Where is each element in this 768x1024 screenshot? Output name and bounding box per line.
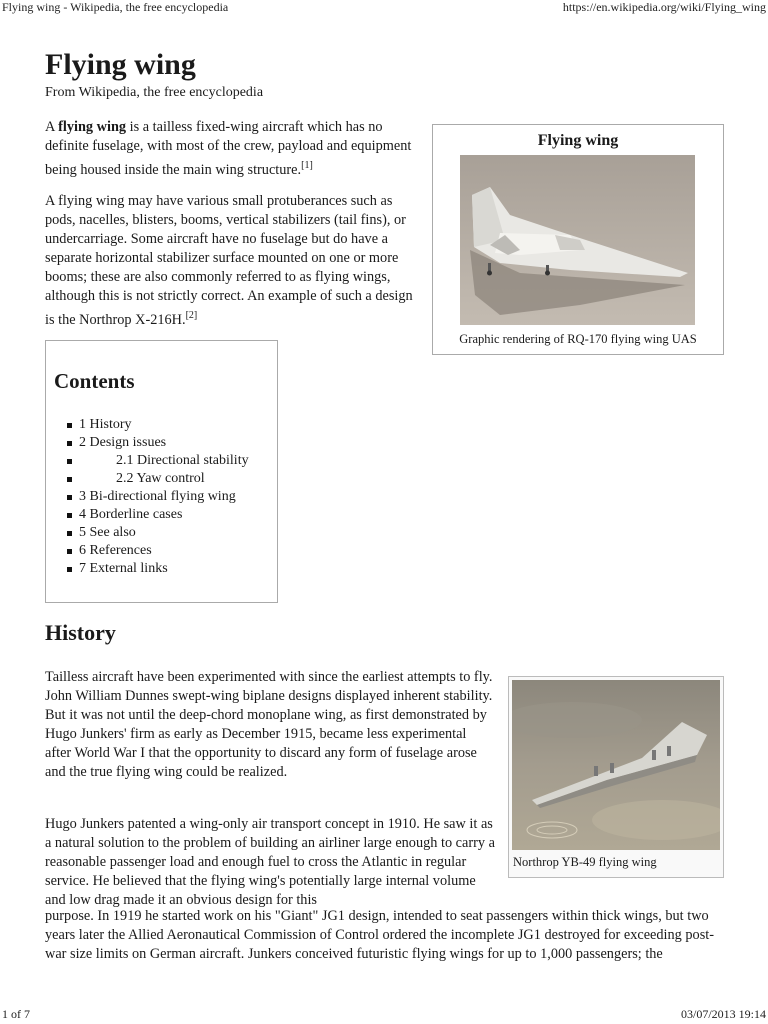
- article-tagline: From Wikipedia, the free encyclopedia: [45, 85, 264, 100]
- toc-item-see-also[interactable]: 5 See also: [79, 524, 249, 542]
- reference-link[interactable]: [2]: [185, 310, 198, 321]
- page-number: 1 of 7: [2, 1007, 30, 1021]
- toc-item-history[interactable]: 1 History: [79, 416, 249, 434]
- rq170-render-image[interactable]: [460, 155, 695, 325]
- toc-item-design-issues[interactable]: 2 Design issues: [79, 434, 249, 452]
- infobox-caption: Graphic rendering of RQ-170 flying wing UAS: [459, 332, 697, 346]
- toc-title: Contents: [54, 369, 135, 393]
- print-footer: [0, 1006, 768, 1024]
- infobox: [432, 124, 724, 355]
- thumbnail-caption: Northrop YB-49 flying wing: [513, 855, 657, 869]
- yb49-thumbnail: [508, 676, 724, 878]
- print-header: [0, 0, 768, 16]
- toc-item-references[interactable]: 6 References: [79, 542, 249, 560]
- intro-paragraph-2: A flying wing may have various small protuberances such as pods, nacelles, blisters, booms, vertical stabilizers (tail fins), or undercarriage. Some aircraft have no fuselage but do have a separate horizontal stabilizer surface mounted on one or more booms; these are also commonly referred to as flying wings, although this is not strictly correct. An example of such a design is the Northrop X-216H.[2]: [45, 193, 413, 328]
- section-heading-history: History: [45, 620, 116, 645]
- toc-item-borderline-cases[interactable]: 4 Borderline cases: [79, 506, 249, 524]
- toc-item-yaw-control[interactable]: 2.2 Yaw control: [79, 470, 249, 488]
- print-timestamp: 03/07/2013 19:14: [680, 1007, 766, 1021]
- article-content: [45, 48, 725, 962]
- page-title-header: Flying wing - Wikipedia, the free encyclopedia: [2, 0, 229, 14]
- table-of-contents: [45, 340, 278, 603]
- toc-item-directional-stability[interactable]: 2.1 Directional stability: [79, 452, 249, 470]
- history-paragraph-2-continued: purpose. In 1919 he started work on his "Giant" JG1 design, intended to seat passengers within thick wings, but two years later the Allied Aeronautical Commission of Control ordered the incomplete JG1 destroyed for exceeding post-war size limits on German aircraft. Junkers conceived futuristic flying wings for up to 1,000 passengers; the: [45, 908, 714, 962]
- term-bold: flying wing: [58, 119, 127, 135]
- infobox-title: Flying wing: [537, 132, 619, 149]
- history-paragraph-2: Hugo Junkers patented a wing-only air transport concept in 1910. He saw it as a natural solution to the problem of building an airliner large enough to carry a reasonable passenger load and enough fuel to cross the Atlantic in regular service. He believed that the flying wing's potentially large internal volume and low drag made it an obvious design for this: [45, 816, 495, 908]
- toc-list: [79, 416, 249, 578]
- toc-item-external-links[interactable]: 7 External links: [79, 560, 249, 578]
- history-paragraph-1: Tailless aircraft have been experimented with since the earliest attempts to fly. John William Dunnes swept-wing biplane designs displayed inherent stability. But it was not until the deep-chord monoplane wing, as first demonstrated by Hugo Junkers' firm as early as December 1915, became less experimental after World War I that the opportunity to discard any form of fuselage arose and the true flying wing could be realized.: [45, 669, 493, 780]
- article-title: Flying wing: [45, 48, 196, 81]
- toc-item-bi-directional[interactable]: 3 Bi-directional flying wing: [79, 488, 249, 506]
- reference-link[interactable]: [1]: [301, 160, 313, 171]
- intro-paragraph-1: A flying wing is a tailless fixed-wing aircraft which has no definite fuselage, with most of the crew, payload and equipment being housed inside the main wing structure.[1]: [45, 119, 412, 178]
- page-url[interactable]: https://en.wikipedia.org/wiki/Flying_wing: [562, 0, 766, 14]
- yb49-photo[interactable]: [512, 680, 720, 850]
